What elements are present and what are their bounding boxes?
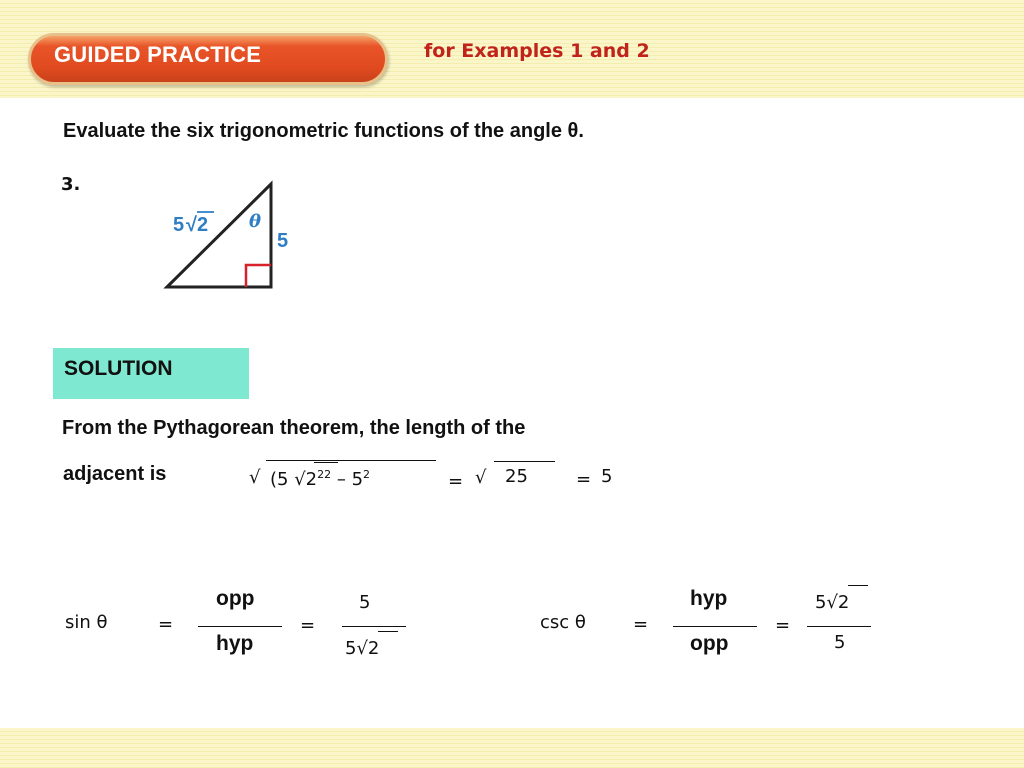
sin-denom-word: hyp <box>216 632 254 655</box>
csc-numer-word: hyp <box>690 587 728 610</box>
sin-equals-2: = <box>300 615 316 636</box>
inner-radical-bar <box>314 462 338 463</box>
radical-sign-1: √ <box>249 467 261 488</box>
csc-value-denom: 5 <box>834 632 846 653</box>
solution-label: SOLUTION <box>64 357 173 380</box>
eq-exp-2: 2 <box>324 468 332 481</box>
sin-value-denom: 5√2 <box>345 638 380 659</box>
eq-exp-3: 2 <box>363 468 371 481</box>
hyp-label-num: 5 <box>173 214 185 236</box>
csc-label: csc θ <box>540 612 586 633</box>
eq-exp-1: 2 <box>317 468 325 481</box>
eq-equals-2: = <box>576 469 592 490</box>
problem-number: 3. <box>61 174 81 195</box>
eq-equals-1: = <box>448 471 464 492</box>
csc-numer-radical-bar <box>848 585 868 586</box>
right-angle-marker <box>246 265 271 287</box>
csc-value-bar <box>807 626 871 627</box>
sin-denom-radical-bar <box>378 631 398 632</box>
csc-equals-1: = <box>633 614 649 635</box>
sin-equals-1: = <box>158 614 174 635</box>
csc-denom-word: opp <box>690 632 729 655</box>
csc-fraction-bar <box>673 626 757 627</box>
opp-side-label: 5 <box>277 230 289 252</box>
badge-label: GUIDED PRACTICE <box>54 42 262 67</box>
sin-numer-word: opp <box>216 587 255 610</box>
eq-result: 5 <box>601 466 613 487</box>
eq-minus-five: – 5 <box>331 469 364 490</box>
sin-label: sin θ <box>65 612 108 633</box>
eq-inner <box>270 468 370 490</box>
sin-value-bar <box>342 626 406 627</box>
radical-bar-1 <box>266 460 436 461</box>
csc-value-numer: 5√2 <box>815 592 850 613</box>
eq-value-25: 25 <box>505 466 528 487</box>
angle-theta-label: θ <box>249 211 262 232</box>
header-subtitle: for Examples 1 and 2 <box>424 40 650 62</box>
solution-text-line2: adjacent is <box>63 463 167 485</box>
sin-fraction-bar <box>198 626 282 627</box>
hyp-label-rad: √2 <box>186 214 209 236</box>
solution-text-line1: From the Pythagorean theorem, the length of the <box>62 417 526 439</box>
eq-inner-base: (5 √2 <box>270 469 318 490</box>
csc-equals-2: = <box>775 615 791 636</box>
radical-bar-2 <box>494 461 555 462</box>
triangle-diagram <box>150 175 310 300</box>
sin-value-numer: 5 <box>359 592 371 613</box>
footer-band <box>0 728 1024 768</box>
instruction-text: Evaluate the six trigonometric functions of the angle θ. <box>63 120 584 142</box>
radical-sign-2: √ <box>475 467 487 488</box>
